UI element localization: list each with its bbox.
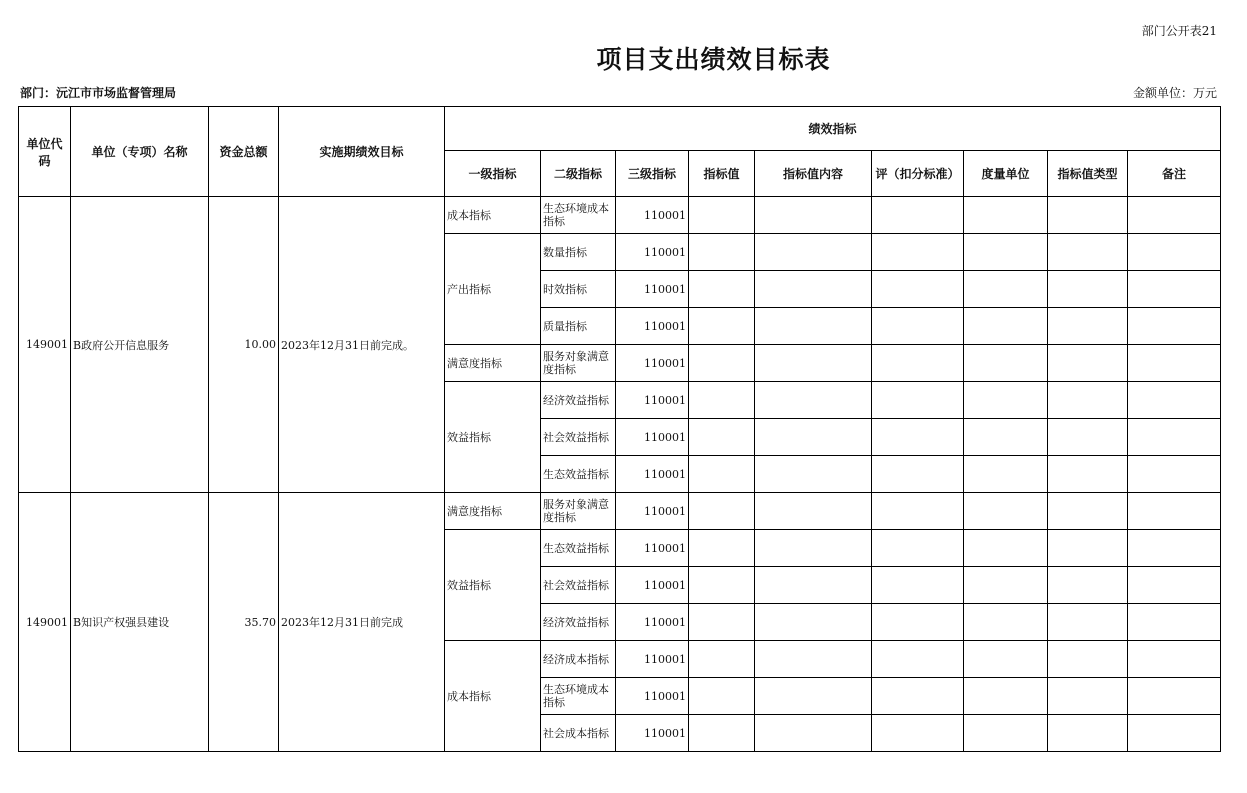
empty-cell: [964, 419, 1048, 456]
level1-cell: 满意度指标: [445, 345, 541, 382]
empty-cell: [872, 456, 964, 493]
col-perf-target: 实施期绩效目标: [279, 107, 445, 197]
empty-cell: [872, 419, 964, 456]
level3-cell: 110001: [616, 419, 689, 456]
amount-cell: 10.00: [209, 197, 279, 493]
empty-cell: [755, 197, 872, 234]
col-value-content: 指标值内容: [755, 151, 872, 197]
col-level2: 二级指标: [541, 151, 616, 197]
empty-cell: [1048, 493, 1128, 530]
level3-cell: 110001: [616, 530, 689, 567]
empty-cell: [755, 493, 872, 530]
empty-cell: [689, 197, 755, 234]
amount-cell: 35.70: [209, 493, 279, 752]
empty-cell: [872, 234, 964, 271]
table-body: [19, 197, 1221, 752]
level2-cell: 社会成本指标: [541, 715, 616, 752]
empty-cell: [1128, 604, 1221, 641]
empty-cell: [872, 493, 964, 530]
level3-cell: 110001: [616, 567, 689, 604]
empty-cell: [755, 641, 872, 678]
level3-cell: 110001: [616, 641, 689, 678]
empty-cell: [964, 678, 1048, 715]
empty-cell: [964, 271, 1048, 308]
empty-cell: [689, 604, 755, 641]
empty-cell: [755, 456, 872, 493]
level3-cell: 110001: [616, 456, 689, 493]
level2-cell: 质量指标: [541, 308, 616, 345]
level3-cell: 110001: [616, 493, 689, 530]
table-row: [19, 493, 1221, 530]
level2-cell: 服务对象满意度指标: [541, 493, 616, 530]
level2-cell: 服务对象满意度指标: [541, 345, 616, 382]
empty-cell: [755, 604, 872, 641]
empty-cell: [964, 530, 1048, 567]
level3-cell: 110001: [616, 308, 689, 345]
level3-cell: 110001: [616, 234, 689, 271]
level1-cell: 满意度指标: [445, 493, 541, 530]
level1-cell: 成本指标: [445, 641, 541, 752]
empty-cell: [872, 345, 964, 382]
performance-table: [18, 106, 1221, 752]
empty-cell: [689, 530, 755, 567]
unit-name-cell: B政府公开信息服务: [71, 197, 209, 493]
target-cell: 2023年12月31日前完成: [279, 493, 445, 752]
level3-cell: 110001: [616, 604, 689, 641]
level2-cell: 数量指标: [541, 234, 616, 271]
empty-cell: [689, 715, 755, 752]
level3-cell: 110001: [616, 678, 689, 715]
empty-cell: [964, 308, 1048, 345]
empty-cell: [1128, 234, 1221, 271]
empty-cell: [755, 530, 872, 567]
form-number: 部门公开表21: [1141, 24, 1217, 38]
empty-cell: [1128, 678, 1221, 715]
empty-cell: [1048, 678, 1128, 715]
empty-cell: [1048, 271, 1128, 308]
empty-cell: [964, 641, 1048, 678]
empty-cell: [872, 567, 964, 604]
empty-cell: [755, 345, 872, 382]
level2-cell: 生态效益指标: [541, 456, 616, 493]
empty-cell: [1048, 197, 1128, 234]
empty-cell: [1128, 493, 1221, 530]
empty-cell: [689, 271, 755, 308]
level2-cell: 经济效益指标: [541, 382, 616, 419]
empty-cell: [872, 604, 964, 641]
empty-cell: [1048, 308, 1128, 345]
unit-code-cell: 149001: [19, 197, 71, 493]
empty-cell: [872, 197, 964, 234]
level3-cell: 110001: [616, 271, 689, 308]
empty-cell: [872, 271, 964, 308]
empty-cell: [964, 567, 1048, 604]
empty-cell: [872, 678, 964, 715]
empty-cell: [689, 419, 755, 456]
col-measure-unit: 度量单位: [964, 151, 1048, 197]
empty-cell: [964, 715, 1048, 752]
empty-cell: [964, 345, 1048, 382]
empty-cell: [1048, 419, 1128, 456]
empty-cell: [964, 234, 1048, 271]
empty-cell: [689, 308, 755, 345]
empty-cell: [1128, 197, 1221, 234]
level2-cell: 社会效益指标: [541, 419, 616, 456]
amount-unit-label: 金额单位：万元: [1132, 86, 1217, 100]
empty-cell: [1128, 715, 1221, 752]
empty-cell: [689, 567, 755, 604]
level2-cell: 经济成本指标: [541, 641, 616, 678]
empty-cell: [1048, 641, 1128, 678]
level1-cell: 成本指标: [445, 197, 541, 234]
col-level3: 三级指标: [616, 151, 689, 197]
empty-cell: [964, 382, 1048, 419]
empty-cell: [755, 567, 872, 604]
level2-cell: 时效指标: [541, 271, 616, 308]
empty-cell: [1048, 456, 1128, 493]
page-title: 项目支出绩效目标表: [596, 45, 831, 74]
empty-cell: [755, 271, 872, 308]
empty-cell: [689, 493, 755, 530]
empty-cell: [1128, 271, 1221, 308]
empty-cell: [1128, 308, 1221, 345]
empty-cell: [1048, 604, 1128, 641]
level2-cell: 生态环境成本指标: [541, 678, 616, 715]
empty-cell: [1048, 530, 1128, 567]
empty-cell: [964, 493, 1048, 530]
level1-cell: 效益指标: [445, 382, 541, 493]
col-remark: 备注: [1128, 151, 1221, 197]
empty-cell: [872, 382, 964, 419]
empty-cell: [872, 530, 964, 567]
empty-cell: [689, 382, 755, 419]
col-scoring: 评（扣分标准）: [872, 151, 964, 197]
empty-cell: [1128, 345, 1221, 382]
level1-cell: 效益指标: [445, 530, 541, 641]
empty-cell: [755, 419, 872, 456]
empty-cell: [872, 641, 964, 678]
empty-cell: [964, 456, 1048, 493]
empty-cell: [1128, 382, 1221, 419]
empty-cell: [689, 234, 755, 271]
empty-cell: [964, 604, 1048, 641]
level3-cell: 110001: [616, 345, 689, 382]
empty-cell: [689, 345, 755, 382]
empty-cell: [755, 234, 872, 271]
level2-cell: 经济效益指标: [541, 604, 616, 641]
level2-cell: 生态环境成本指标: [541, 197, 616, 234]
table-row: [19, 197, 1221, 234]
empty-cell: [1048, 382, 1128, 419]
col-perf-indicators: 绩效指标: [445, 107, 1221, 151]
empty-cell: [1048, 567, 1128, 604]
empty-cell: [1048, 234, 1128, 271]
level3-cell: 110001: [616, 715, 689, 752]
col-value-type: 指标值类型: [1048, 151, 1128, 197]
empty-cell: [872, 308, 964, 345]
empty-cell: [1128, 641, 1221, 678]
empty-cell: [1128, 530, 1221, 567]
empty-cell: [964, 197, 1048, 234]
unit-code-cell: 149001: [19, 493, 71, 752]
col-unit-code: 单位代码: [19, 107, 71, 197]
empty-cell: [755, 715, 872, 752]
empty-cell: [689, 641, 755, 678]
level2-cell: 生态效益指标: [541, 530, 616, 567]
empty-cell: [1128, 456, 1221, 493]
empty-cell: [1128, 419, 1221, 456]
empty-cell: [689, 456, 755, 493]
col-level1: 一级指标: [445, 151, 541, 197]
empty-cell: [755, 678, 872, 715]
empty-cell: [689, 678, 755, 715]
col-value: 指标值: [689, 151, 755, 197]
level1-cell: 产出指标: [445, 234, 541, 345]
col-total-funds: 资金总额: [209, 107, 279, 197]
level3-cell: 110001: [616, 382, 689, 419]
department-label: 部门：沅江市市场监督管理局: [20, 86, 177, 100]
empty-cell: [1048, 715, 1128, 752]
empty-cell: [1128, 567, 1221, 604]
empty-cell: [755, 382, 872, 419]
empty-cell: [872, 715, 964, 752]
level3-cell: 110001: [616, 197, 689, 234]
target-cell: 2023年12月31日前完成。: [279, 197, 445, 493]
unit-name-cell: B知识产权强县建设: [71, 493, 209, 752]
empty-cell: [755, 308, 872, 345]
col-unit-name: 单位（专项）名称: [71, 107, 209, 197]
empty-cell: [1048, 345, 1128, 382]
level2-cell: 社会效益指标: [541, 567, 616, 604]
